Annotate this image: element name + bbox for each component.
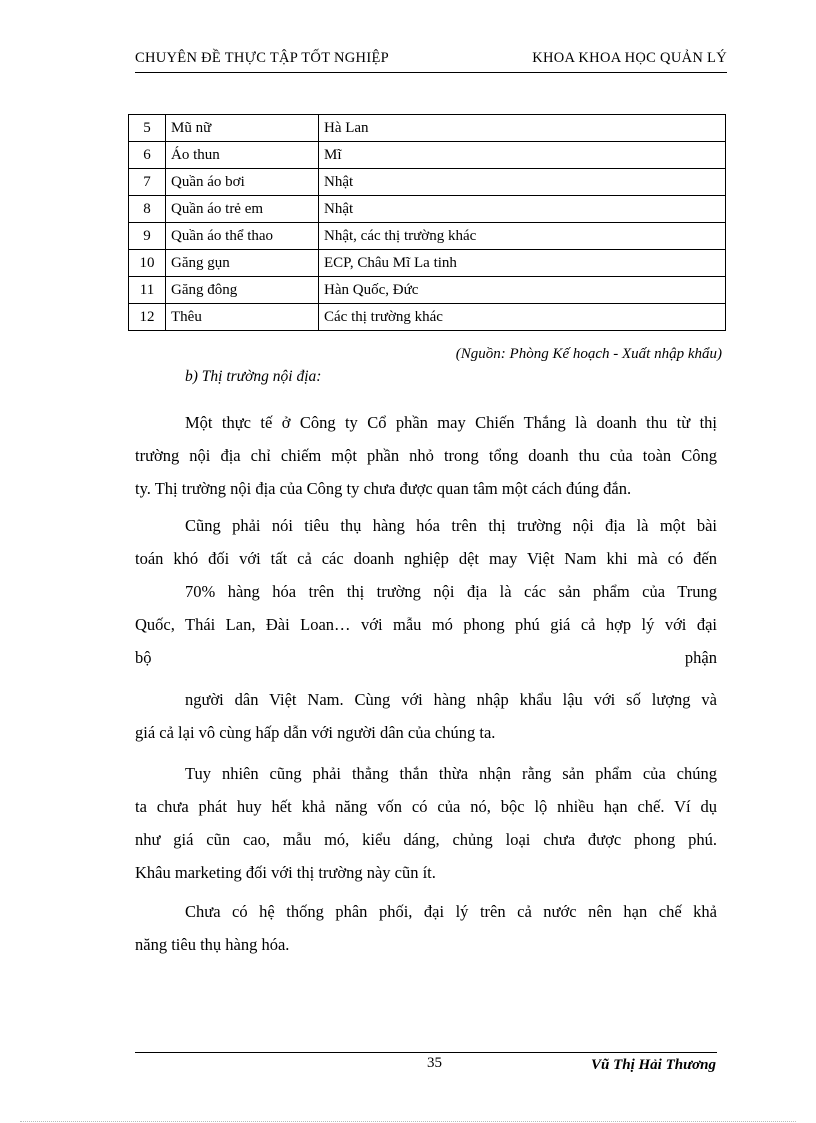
product-cell: Thêu — [166, 304, 319, 331]
page-bottom-divider — [20, 1121, 796, 1122]
text-line: trường nội địa chỉ chiếm một phần nhỏ trong tổng doanh thu của toàn Công — [135, 446, 717, 465]
row-number-cell: 9 — [129, 223, 166, 250]
market-cell: Mĩ — [319, 142, 726, 169]
row-number-cell: 12 — [129, 304, 166, 331]
product-cell: Mũ nữ — [166, 115, 319, 142]
product-cell: Quần áo bơi — [166, 169, 319, 196]
author-name: Vũ Thị Hải Thương — [591, 1057, 716, 1073]
table-row — [129, 277, 726, 304]
table-row — [129, 196, 726, 223]
table-row — [129, 304, 726, 331]
text-line: Tuy nhiên cũng phải thẳng thắn thừa nhận rằng sản phẩm của chúng — [185, 764, 717, 783]
text-line: Một thực tế ở Công ty Cổ phần may Chiến Thắng là doanh thu từ thị — [185, 413, 717, 432]
row-number-cell: 6 — [129, 142, 166, 169]
header-faculty-title: KHOA KHOA HỌC QUẢN LÝ — [532, 50, 727, 66]
table-row — [129, 115, 726, 142]
market-cell: Nhật — [319, 196, 726, 223]
table-row — [129, 223, 726, 250]
market-cell: Hà Lan — [319, 115, 726, 142]
text-line: ta chưa phát huy hết khả năng vốn có của nó, bộc lộ nhiều hạn chế. Ví dụ — [135, 797, 717, 816]
section-subheading: b) Thị trường nội địa: — [185, 368, 322, 385]
text-line: ty. Thị trường nội địa của Công ty chưa được quan tâm một cách đúng đắn. — [135, 479, 632, 498]
row-number-cell: 11 — [129, 277, 166, 304]
row-number-cell: 8 — [129, 196, 166, 223]
footer-rule — [135, 1052, 717, 1053]
product-cell: Găng đông — [166, 277, 319, 304]
market-cell: ECP, Châu Mĩ La tinh — [319, 250, 726, 277]
paragraph-3 — [135, 757, 717, 889]
text-line: như giá cũn cao, mẫu mó, kiểu dáng, chủng loại chưa được phong phú. — [135, 830, 717, 849]
text-line: giá cả lại vô cùng hấp dẫn với người dân của chúng ta. — [135, 723, 496, 742]
text-line: Cũng phải nói tiêu thụ hàng hóa trên thị trường nội địa là một bài — [185, 516, 717, 535]
row-number-cell: 10 — [129, 250, 166, 277]
market-cell: Nhật — [319, 169, 726, 196]
page-header — [135, 46, 727, 73]
product-cell: Quần áo thể thao — [166, 223, 319, 250]
text-line: Quốc, Thái Lan, Đài Loan… với mẫu mó phong phú giá cả hợp lý với đại — [135, 615, 717, 634]
page-number: 35 — [427, 1055, 442, 1071]
row-number-cell: 7 — [129, 169, 166, 196]
text-line: Khâu marketing đối với thị trường này cũn ít. — [135, 863, 436, 882]
split-word-left: bộ — [135, 648, 152, 667]
paragraph-4 — [135, 895, 717, 961]
paragraph-2-continued — [135, 683, 717, 749]
text-line: 70% hàng hóa trên thị trường nội địa là các sản phẩm của Trung — [185, 582, 717, 601]
table-source-note: (Nguồn: Phòng Kế hoạch - Xuất nhập khẩu) — [455, 346, 722, 362]
table-row — [129, 142, 726, 169]
text-line: năng tiêu thụ hàng hóa. — [135, 935, 290, 954]
row-number-cell: 5 — [129, 115, 166, 142]
paragraph-1 — [135, 406, 717, 505]
text-line: toán khó đối với tất cả các doanh nghiệp dệt may Việt Nam khi mà có đến — [135, 549, 717, 568]
market-cell: Hàn Quốc, Đức — [319, 277, 726, 304]
market-cell: Nhật, các thị trường khác — [319, 223, 726, 250]
product-cell: Quần áo trẻ em — [166, 196, 319, 223]
text-line-split — [135, 641, 717, 674]
export-market-table — [128, 114, 726, 331]
table-row — [129, 250, 726, 277]
paragraph-2 — [135, 509, 717, 674]
text-line: người dân Việt Nam. Cùng với hàng nhập khẩu lậu với số lượng và — [185, 690, 717, 709]
market-cell: Các thị trường khác — [319, 304, 726, 331]
table-row — [129, 169, 726, 196]
product-cell: Găng gụn — [166, 250, 319, 277]
product-cell: Áo thun — [166, 142, 319, 169]
split-word-right: phận — [684, 648, 717, 667]
text-line: Chưa có hệ thống phân phối, đại lý trên cả nước nên hạn chế khả — [185, 902, 717, 921]
header-department-title: CHUYÊN ĐỀ THỰC TẬP TỐT NGHIỆP — [135, 50, 389, 66]
